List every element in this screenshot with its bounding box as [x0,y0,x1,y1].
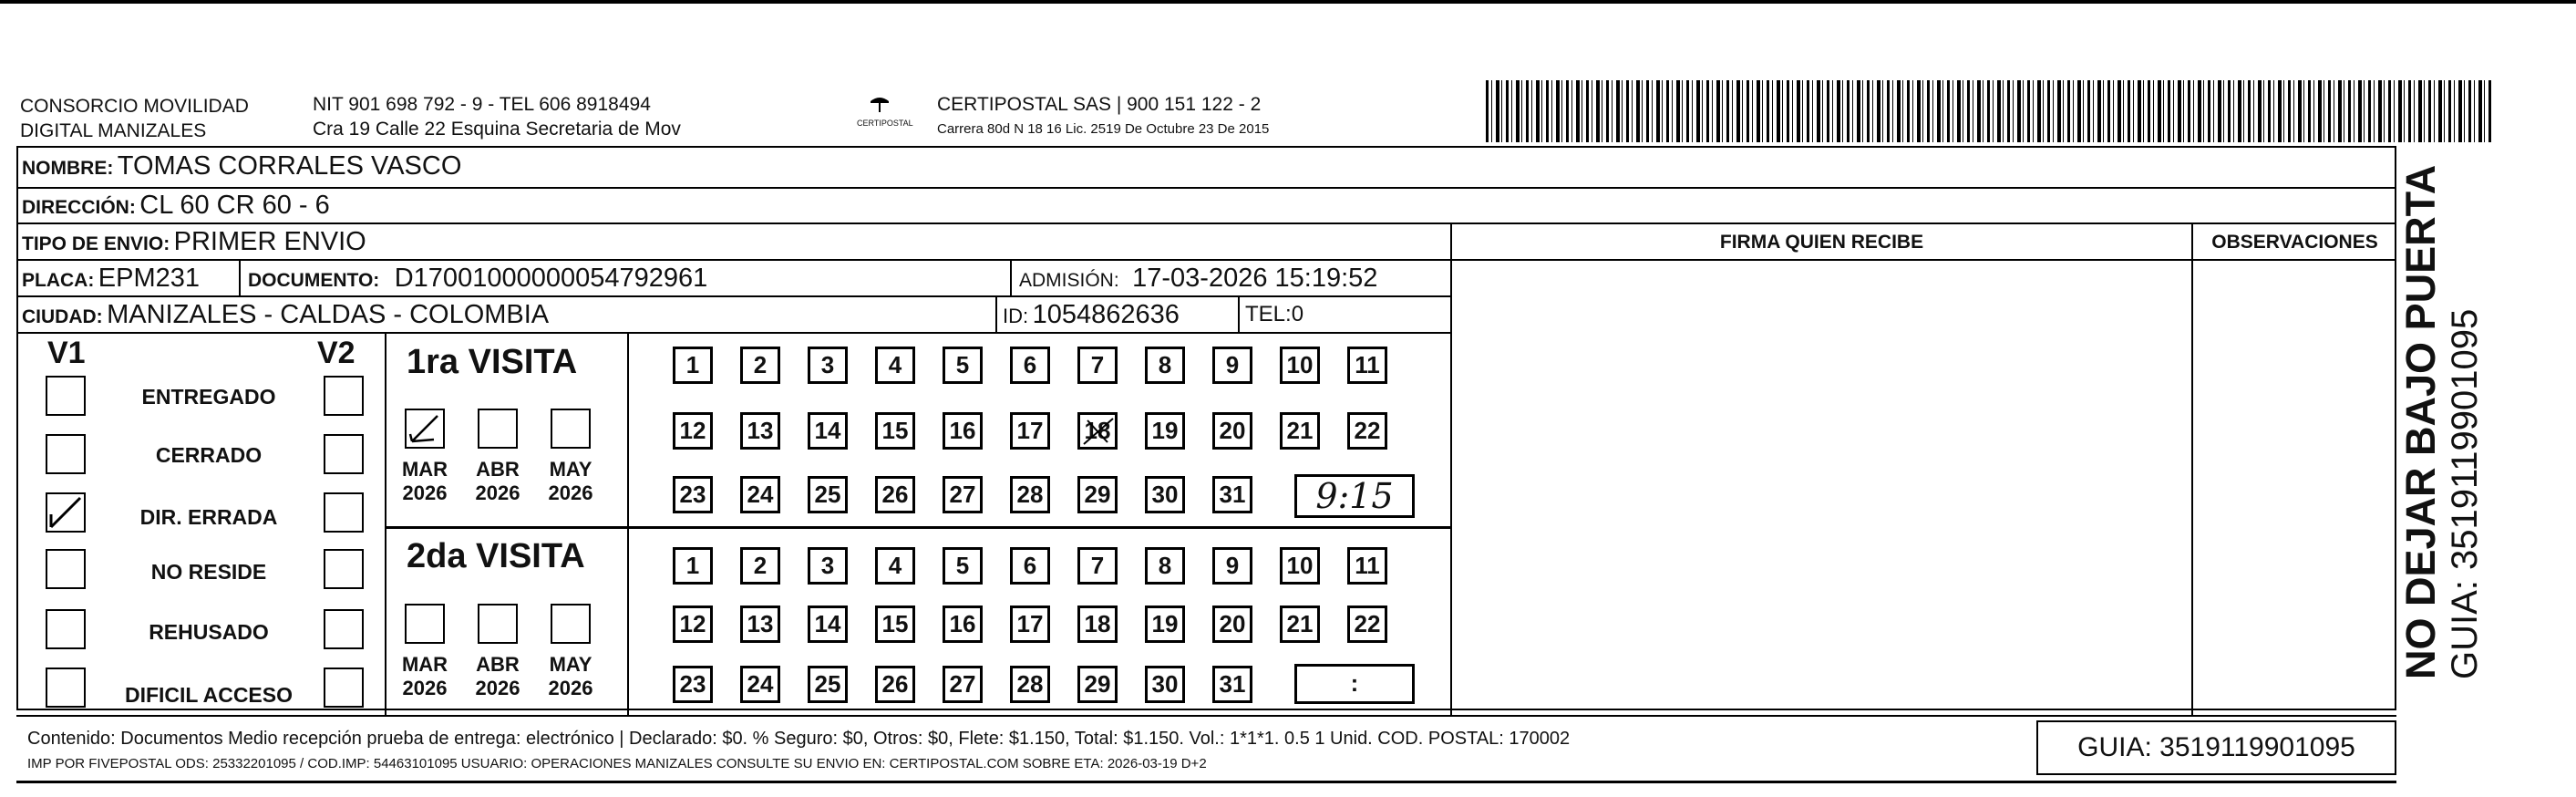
v2-day-12[interactable]: 12 [673,606,713,643]
v1-day-14[interactable]: 14 [808,412,848,450]
first-visit-abr-checkbox[interactable] [478,409,518,449]
nit-line: NIT 901 698 792 - 9 - TEL 606 8918494 [313,94,651,115]
v2-day-17[interactable]: 17 [1010,606,1050,643]
v1-day-8[interactable]: 8 [1145,347,1185,384]
v2-day-7[interactable]: 7 [1077,547,1118,585]
check-mark-icon [47,494,84,531]
v2-day-31[interactable]: 31 [1212,666,1252,703]
certi-line2: Carrera 80d N 18 16 Lic. 2519 De Octubre 23 De 2015 [937,121,1270,137]
certipostal-logo-text: CERTIPOSTAL [857,119,913,128]
v1-cerrado-checkbox[interactable] [46,434,86,474]
documento-label: DOCUMENTO: [248,270,380,291]
id-row [1003,300,1180,330]
v2-day-21[interactable]: 21 [1280,606,1320,643]
nombre-value: TOMAS CORRALES VASCO [117,151,462,181]
placa-label: PLACA: [22,270,95,291]
v1-day-29[interactable]: 29 [1077,476,1118,513]
v2-day-23[interactable]: 23 [673,666,713,703]
placa-row [22,264,200,294]
v1-day-28[interactable]: 28 [1010,476,1050,513]
v1-day-1[interactable]: 1 [673,347,713,384]
v1-day-16[interactable]: 16 [943,412,983,450]
v2-day-6[interactable]: 6 [1010,547,1050,585]
side-text-block [2397,5,2486,679]
footer-contents-line: Contenido: Documentos Medio recepción prueba de entrega: electrónico | Declarado: $0. % Seguro: $0, Otros: $0, Flete: $1.150, Total: $1.150. Vol.: 1*1*1. 0.5 1 Unid. COD. POSTAL: 170002 [27,729,1571,749]
v2-day-1[interactable]: 1 [673,547,713,585]
v2-dificil-acceso-checkbox[interactable] [324,668,364,708]
v1-label: V1 [47,336,86,370]
v2-rehusado-checkbox[interactable] [324,609,364,649]
nombre-row [22,151,461,181]
top-border [0,0,2576,4]
first-visit-mar-checkbox[interactable] [405,409,445,449]
v2-day-9[interactable]: 9 [1212,547,1252,585]
v1-day-17[interactable]: 17 [1010,412,1050,450]
v2-day-22[interactable]: 22 [1347,606,1387,643]
v1-dir-errada-checkbox[interactable] [46,492,86,533]
v1-no-reside-checkbox[interactable] [46,549,86,589]
first-visit-may-checkbox[interactable] [551,409,591,449]
v2-day-19[interactable]: 19 [1145,606,1185,643]
tel-label: TEL: [1245,302,1292,326]
v2-day-26[interactable]: 26 [875,666,915,703]
v1-day-5[interactable]: 5 [943,347,983,384]
v1-day-15[interactable]: 15 [875,412,915,450]
tel-value: 0 [1291,302,1304,326]
v1-day-27[interactable]: 27 [943,476,983,513]
barcode [1486,80,2493,142]
first-visit-title: 1ra VISITA [407,343,578,381]
v1-day-13[interactable]: 13 [740,412,780,450]
v1-day-25[interactable]: 25 [808,476,848,513]
v1-day-18-marked[interactable] [1077,412,1118,450]
certi-block [937,92,1269,141]
no-dejar-bajo-puerta: NO DEJAR BAJO PUERTA [2397,164,2444,679]
certi-line1: CERTIPOSTAL SAS | 900 151 122 - 2 [937,94,1262,115]
v1-day-21[interactable]: 21 [1280,412,1320,450]
v1-day-3[interactable]: 3 [808,347,848,384]
v1-day-2[interactable]: 2 [740,347,780,384]
v2-day-10[interactable]: 10 [1280,547,1320,585]
day-mark-icon [1080,415,1117,448]
v2-day-18[interactable]: 18 [1077,606,1118,643]
v2-day-30[interactable]: 30 [1145,666,1185,703]
admision-label: ADMISIÓN: [1019,270,1119,291]
tipo-label: TIPO DE ENVIO: [22,233,170,254]
v1-day-30[interactable]: 30 [1145,476,1185,513]
footer-guia-box: GUIA: 3519119901095 [2036,720,2396,775]
v2-day-14[interactable]: 14 [808,606,848,643]
tipo-value: PRIMER ENVIO [173,227,366,256]
v2-dir-errada-checkbox[interactable] [324,492,364,533]
status-dir-errada: DIR. ERRADA [139,505,278,529]
v1-day-9[interactable]: 9 [1212,347,1252,384]
id-label: ID: [1003,305,1029,327]
v1-rehusado-checkbox[interactable] [46,609,86,649]
v2-day-13[interactable]: 13 [740,606,780,643]
v1-day-20[interactable]: 20 [1212,412,1252,450]
v2-day-25[interactable]: 25 [808,666,848,703]
v1-day-10[interactable]: 10 [1280,347,1320,384]
direccion-label: DIRECCIÓN: [22,197,136,218]
v2-day-11[interactable]: 11 [1347,547,1387,585]
admision-row [1019,264,1377,294]
placa-value: EPM231 [98,264,201,293]
v2-day-16[interactable]: 16 [943,606,983,643]
v1-day-6[interactable]: 6 [1010,347,1050,384]
v2-day-24[interactable]: 24 [740,666,780,703]
v2-day-28[interactable]: 28 [1010,666,1050,703]
nombre-label: NOMBRE: [22,158,114,179]
form-frame [16,146,2396,710]
v1-day-23[interactable]: 23 [673,476,713,513]
admision-value: 17-03-2026 15:19:52 [1132,264,1378,293]
v2-no-reside-checkbox[interactable] [324,549,364,589]
v1-day-22[interactable]: 22 [1347,412,1387,450]
v1-day-18-label: 18 [1084,417,1111,444]
documento-value: D17001000000054792961 [394,264,708,293]
direccion-value: CL 60 CR 60 - 6 [139,191,330,220]
v1-day-24[interactable]: 24 [740,476,780,513]
second-visit-mar-checkbox[interactable] [405,604,445,644]
v1-day-11[interactable]: 11 [1347,347,1387,384]
ciudad-label: CIUDAD: [22,306,103,327]
second-month-mar: MAR 2026 [401,653,448,699]
nit-block [313,92,681,141]
v2-day-15[interactable]: 15 [875,606,915,643]
status-rehusado: REHUSADO [149,620,269,644]
v2-entregado-checkbox[interactable] [324,376,364,416]
company-block [20,94,249,143]
company-line1: CONSORCIO MOVILIDAD [20,96,249,117]
tel-row [1245,302,1303,327]
footer-print-line: IMP POR FIVEPOSTAL ODS: 25332201095 / COD.IMP: 54463101095 USUARIO: OPERACIONES MANIZALES CONSULTE SU ENVIO EN: CERTIPOSTAL.COM SOBRE ETA: 2026-03-19 D+2 [27,756,1207,771]
v1-day-7[interactable]: 7 [1077,347,1118,384]
status-cerrado: CERRADO [155,443,263,467]
v2-day-27[interactable]: 27 [943,666,983,703]
direccion-row [22,191,330,221]
second-visit-may-checkbox[interactable] [551,604,591,644]
v2-day-8[interactable]: 8 [1145,547,1185,585]
second-month-may: MAY 2026 [548,653,593,699]
second-month-abr: ABR 2026 [475,653,520,699]
company-line2: DIGITAL MANIZALES [20,120,207,141]
second-visit-abr-checkbox[interactable] [478,604,518,644]
status-dificil-acceso: DIFICIL ACCESO [124,683,293,707]
v1-day-12[interactable]: 12 [673,412,713,450]
certipostal-logo [857,94,913,128]
certipostal-logo-icon [869,94,891,114]
id-value: 1054862636 [1032,300,1180,329]
v2-label: V2 [317,336,355,370]
first-visit-time-field[interactable]: 9:15 [1294,474,1415,518]
v2-day-29[interactable]: 29 [1077,666,1118,703]
v2-day-5[interactable]: 5 [943,547,983,585]
side-guia: GUIA: 3519119901095 [2445,308,2485,679]
observaciones-label: OBSERVACIONES [2211,232,2378,253]
check-mark-icon [407,410,443,447]
ciudad-value: MANIZALES - CALDAS - COLOMBIA [107,300,550,329]
first-month-abr: ABR 2026 [475,458,520,504]
status-no-reside: NO RESIDE [150,560,267,584]
first-month-mar: MAR 2026 [401,458,448,504]
second-visit-title: 2da VISITA [407,537,585,575]
v2-cerrado-checkbox[interactable] [324,434,364,474]
address-line: Cra 19 Calle 22 Esquina Secretaria de Mov [313,119,681,140]
second-visit-time-field[interactable]: : [1294,664,1415,704]
documento-row [248,264,707,294]
status-entregado: ENTREGADO [141,385,276,409]
v1-dificil-acceso-checkbox[interactable] [46,668,86,708]
v2-day-3[interactable]: 3 [808,547,848,585]
firma-label: FIRMA QUIEN RECIBE [1719,232,1924,253]
tipo-row [22,227,366,257]
v1-day-26[interactable]: 26 [875,476,915,513]
v2-day-2[interactable]: 2 [740,547,780,585]
v1-day-19[interactable]: 19 [1145,412,1185,450]
v2-day-20[interactable]: 20 [1212,606,1252,643]
v2-day-4[interactable]: 4 [875,547,915,585]
v1-day-4[interactable]: 4 [875,347,915,384]
first-month-may: MAY 2026 [548,458,593,504]
v1-day-31[interactable]: 31 [1212,476,1252,513]
v1-entregado-checkbox[interactable] [46,376,86,416]
ciudad-row [22,300,549,330]
